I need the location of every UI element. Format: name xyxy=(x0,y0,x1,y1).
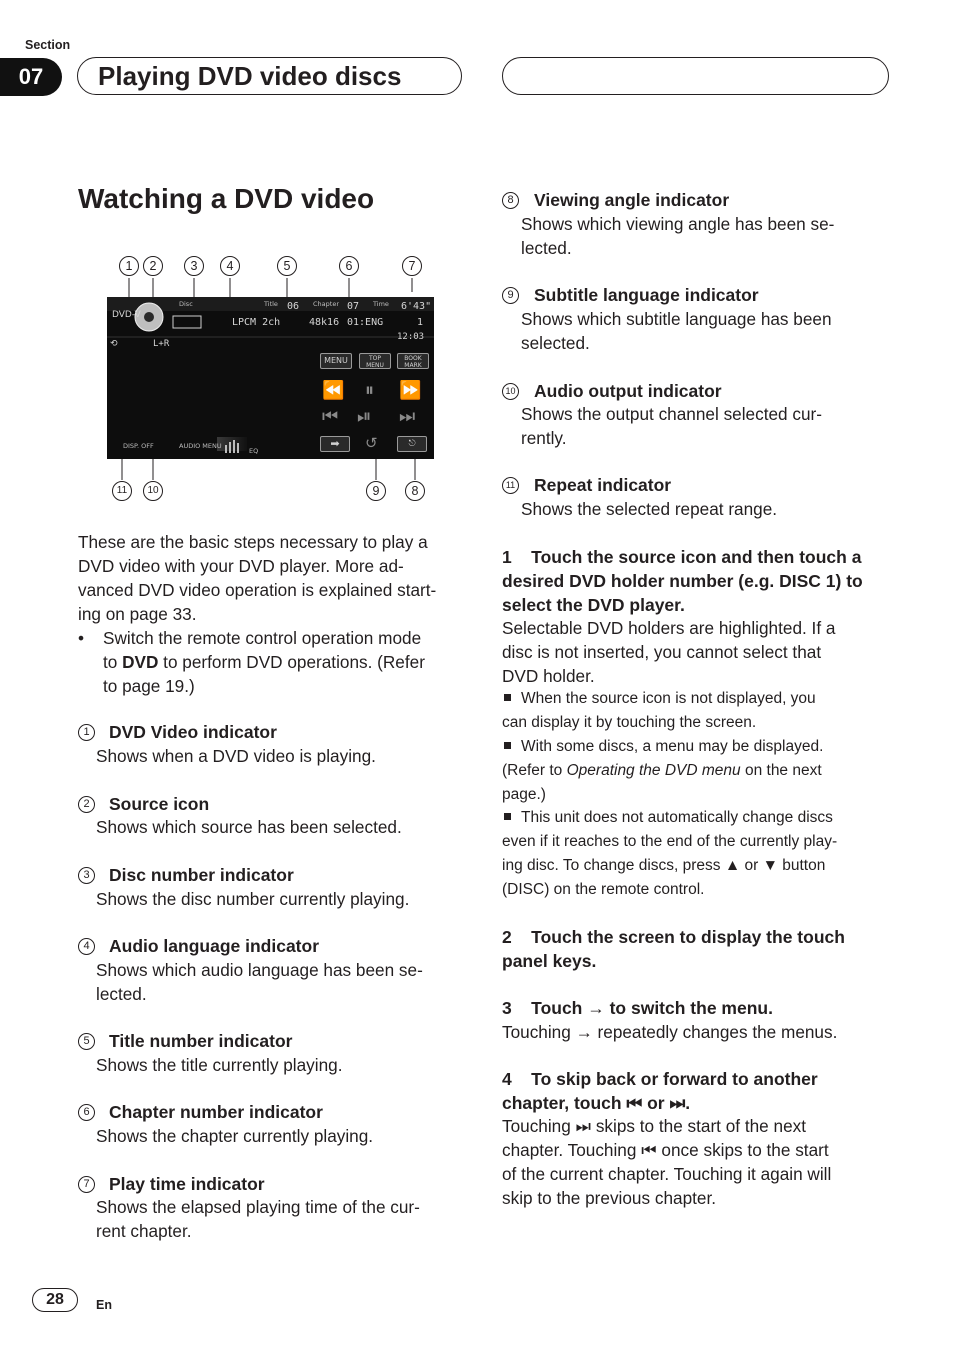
item-4-desc-line: Shows which audio language has been se- xyxy=(96,960,423,980)
screen-angle: 1 xyxy=(417,317,424,328)
step-1-heading-line: select the DVD player. xyxy=(502,595,685,615)
screen-return-icon: ↺ xyxy=(365,435,378,452)
item-9-desc-line: Shows which subtitle language has been xyxy=(521,309,832,329)
item-9-number: 9 xyxy=(502,287,519,304)
intro-paragraph xyxy=(78,530,436,626)
item-8-title: Viewing angle indicator xyxy=(534,190,730,210)
screen-step-back-icon: ⏮ xyxy=(322,406,339,426)
item-7-desc xyxy=(96,1195,420,1243)
screen-repeat-icon: ⟲ xyxy=(110,339,118,349)
item-2-desc: Shows which source has been selected. xyxy=(96,817,402,837)
header-right-frame xyxy=(502,57,889,95)
step-1-note-1 xyxy=(502,687,816,735)
item-11-number: 11 xyxy=(502,477,519,494)
item-8-number: 8 xyxy=(502,192,519,209)
item-10-desc-line: rently. xyxy=(521,428,567,448)
note-line xyxy=(502,806,837,830)
item-7-number: 7 xyxy=(78,1176,95,1193)
bullet-line-post: to perform DVD operations. (Refer xyxy=(158,652,425,672)
note-bullet-icon xyxy=(504,742,511,749)
item-1-number: 1 xyxy=(78,724,95,741)
note-bullet-icon xyxy=(504,694,511,701)
screen-chapter-value: 07 xyxy=(347,301,360,312)
bullet-line xyxy=(103,650,425,674)
step-1-desc-line: disc is not inserted, you cannot select that xyxy=(502,642,822,662)
screen-eq-label: EQ xyxy=(249,447,259,455)
step-3-heading: 3 Touch → to switch the menu. xyxy=(502,998,773,1018)
step-4-desc-line: skip to the previous chapter. xyxy=(502,1188,717,1208)
intro-line: ing on page 33. xyxy=(78,604,197,624)
callout-11: 11 xyxy=(112,481,132,501)
item-8-desc-line: Shows which viewing angle has been se- xyxy=(521,214,835,234)
screen-pause-icon: ⏸ xyxy=(365,380,374,400)
callout-6: 6 xyxy=(339,256,359,276)
item-6-desc: Shows the chapter currently playing. xyxy=(96,1126,374,1146)
step-4-desc-line: chapter. Touching ⏮ once skips to the start xyxy=(502,1140,829,1160)
screen-title-value: 06 xyxy=(287,301,300,312)
item-7-desc-line: Shows the elapsed playing time of the cur- xyxy=(96,1197,420,1217)
screen-title-label: Title xyxy=(264,300,278,308)
item-9-desc-line: selected. xyxy=(521,333,590,353)
item-2-title: Source icon xyxy=(109,794,210,814)
step-4-desc xyxy=(502,1114,831,1210)
item-8-desc xyxy=(521,212,834,260)
item-3-title: Disc number indicator xyxy=(109,865,294,885)
step-4-desc-line: Touching ⏭ skips to the start of the next xyxy=(502,1116,806,1136)
item-10-title: Audio output indicator xyxy=(534,381,722,401)
page-number: 28 xyxy=(32,1288,78,1312)
screen-play-icon: ⏯ xyxy=(357,406,372,426)
screen-sampling: 48k16 xyxy=(309,317,340,328)
note-line: ing disc. To change discs, press ▲ or ▼ button xyxy=(502,857,826,874)
item-6-title: Chapter number indicator xyxy=(109,1102,323,1122)
item-11-title: Repeat indicator xyxy=(534,475,672,495)
section-number-badge: 07 xyxy=(0,58,62,96)
bullet-line: Switch the remote control operation mode xyxy=(103,628,422,648)
note-italic-reference: Operating the DVD menu xyxy=(566,762,741,779)
note-line: can display it by touching the screen. xyxy=(502,714,757,731)
item-5-number: 5 xyxy=(78,1033,95,1050)
bullet-line-bold: DVD xyxy=(122,652,159,672)
intro-line: DVD video with your DVD player. More ad- xyxy=(78,556,404,576)
callout-10: 10 xyxy=(143,481,163,501)
note-line xyxy=(502,735,823,759)
intro-line: vanced DVD video operation is explained start- xyxy=(78,580,437,600)
item-7-title: Play time indicator xyxy=(109,1174,265,1194)
item-8-desc-line: lected. xyxy=(521,238,572,258)
item-2-number: 2 xyxy=(78,796,95,813)
step-1-desc xyxy=(502,616,835,688)
screen-subtitle: 01:ENG xyxy=(347,317,384,328)
item-3-desc: Shows the disc number currently playing. xyxy=(96,889,410,909)
callout-9: 9 xyxy=(366,481,386,501)
dvd-screen-image xyxy=(107,297,434,459)
screen-clock: 12:03 xyxy=(397,332,425,342)
bullet-dot: • xyxy=(78,628,85,648)
step-1-heading-line: desired DVD holder number (e.g. DISC 1) to xyxy=(502,571,863,591)
section-title: Playing DVD video discs xyxy=(98,61,402,91)
screen-top-menu-button: TOP MENU xyxy=(359,353,391,369)
item-5-desc: Shows the title currently playing. xyxy=(96,1055,343,1075)
step-4-desc-line: of the current chapter. Touching it again will xyxy=(502,1164,832,1184)
item-10-desc xyxy=(521,402,822,450)
bullet-text xyxy=(103,626,425,698)
section-label: Section xyxy=(25,38,71,52)
item-9-desc xyxy=(521,307,832,355)
item-11-desc: Shows the selected repeat range. xyxy=(521,499,778,519)
step-1-desc-line: DVD holder. xyxy=(502,666,595,686)
callout-3: 3 xyxy=(184,256,204,276)
screen-esc-button: ⎋ xyxy=(397,436,427,452)
item-4-title: Audio language indicator xyxy=(109,936,320,956)
screen-menu-button: MENU xyxy=(320,353,352,369)
step-1-note-3 xyxy=(502,806,837,902)
item-5-title: Title number indicator xyxy=(109,1031,293,1051)
step-4-heading xyxy=(502,1067,818,1115)
callout-1: 1 xyxy=(119,256,139,276)
step-1-heading-line: 1 Touch the source icon and then touch a xyxy=(502,547,862,567)
note-text: When the source icon is not displayed, you xyxy=(521,690,816,707)
screen-source-label: DVD-V xyxy=(112,310,141,320)
screen-fast-reverse-icon: ⏪ xyxy=(322,380,345,400)
screen-audio-menu-label: AUDIO MENU xyxy=(179,442,222,450)
item-1-desc: Shows when a DVD video is playing. xyxy=(96,746,376,766)
step-1-note-2 xyxy=(502,735,823,807)
bullet-line-pre: to xyxy=(103,652,123,672)
step-3-desc: Touching → repeatedly changes the menus. xyxy=(502,1022,838,1042)
callout-4: 4 xyxy=(220,256,240,276)
step-1-desc-line: Selectable DVD holders are highlighted. If a xyxy=(502,618,836,638)
step-2-heading-line: panel keys. xyxy=(502,951,597,971)
page-heading: Watching a DVD video xyxy=(78,183,375,214)
callout-2: 2 xyxy=(143,256,163,276)
intro-line: These are the basic steps necessary to play a xyxy=(78,532,428,552)
step-1-heading xyxy=(502,545,863,617)
screen-disp-off-label: DISP. OFF xyxy=(123,442,154,450)
note-text: With some discs, a menu may be displayed. xyxy=(521,738,824,755)
item-1-title: DVD Video indicator xyxy=(109,722,277,742)
item-6-number: 6 xyxy=(78,1104,95,1121)
item-7-desc-line: rent chapter. xyxy=(96,1221,192,1241)
note-line xyxy=(502,759,823,783)
note-line: even if it reaches to the end of the currently play- xyxy=(502,833,838,850)
callout-7: 7 xyxy=(402,256,422,276)
note-line: page.) xyxy=(502,786,546,803)
language-label: En xyxy=(96,1298,112,1312)
item-4-number: 4 xyxy=(78,938,95,955)
callout-5: 5 xyxy=(277,256,297,276)
step-2-heading-line: 2 Touch the screen to display the touch xyxy=(502,927,845,947)
screen-audio-output: L+R xyxy=(153,339,170,349)
note-text: on the next xyxy=(740,762,822,779)
item-9-title: Subtitle language indicator xyxy=(534,285,759,305)
screen-arrow-button: ➡ xyxy=(320,436,350,452)
item-10-desc-line: Shows the output channel selected cur- xyxy=(521,404,822,424)
screen-chapter-label: Chapter xyxy=(313,300,339,308)
item-3-number: 3 xyxy=(78,867,95,884)
callout-8: 8 xyxy=(405,481,425,501)
screen-fast-forward-icon: ⏩ xyxy=(399,380,422,400)
screen-disc-label: Disc xyxy=(179,300,193,308)
step-4-heading-line: chapter, touch ⏮ or ⏭. xyxy=(502,1093,691,1113)
note-bullet-icon xyxy=(504,813,511,820)
screen-step-forward-icon: ⏭ xyxy=(399,406,416,426)
note-text: (Refer to xyxy=(502,762,567,779)
screen-bookmark-button: BOOK MARK xyxy=(397,353,429,369)
step-4-heading-line: 4 To skip back or forward to another xyxy=(502,1069,818,1089)
screen-audio-format: LPCM 2ch xyxy=(232,317,281,328)
item-4-desc xyxy=(96,958,423,1006)
item-10-number: 10 xyxy=(502,383,519,400)
item-4-desc-line: lected. xyxy=(96,984,147,1004)
note-text: This unit does not automatically change discs xyxy=(521,809,833,826)
note-line xyxy=(502,687,816,711)
step-2-heading xyxy=(502,925,845,973)
screen-time-value: 6'43" xyxy=(401,301,432,312)
note-line: (DISC) on the remote control. xyxy=(502,881,705,898)
bullet-line: to page 19.) xyxy=(103,676,195,696)
screen-time-label: Time xyxy=(373,300,389,308)
